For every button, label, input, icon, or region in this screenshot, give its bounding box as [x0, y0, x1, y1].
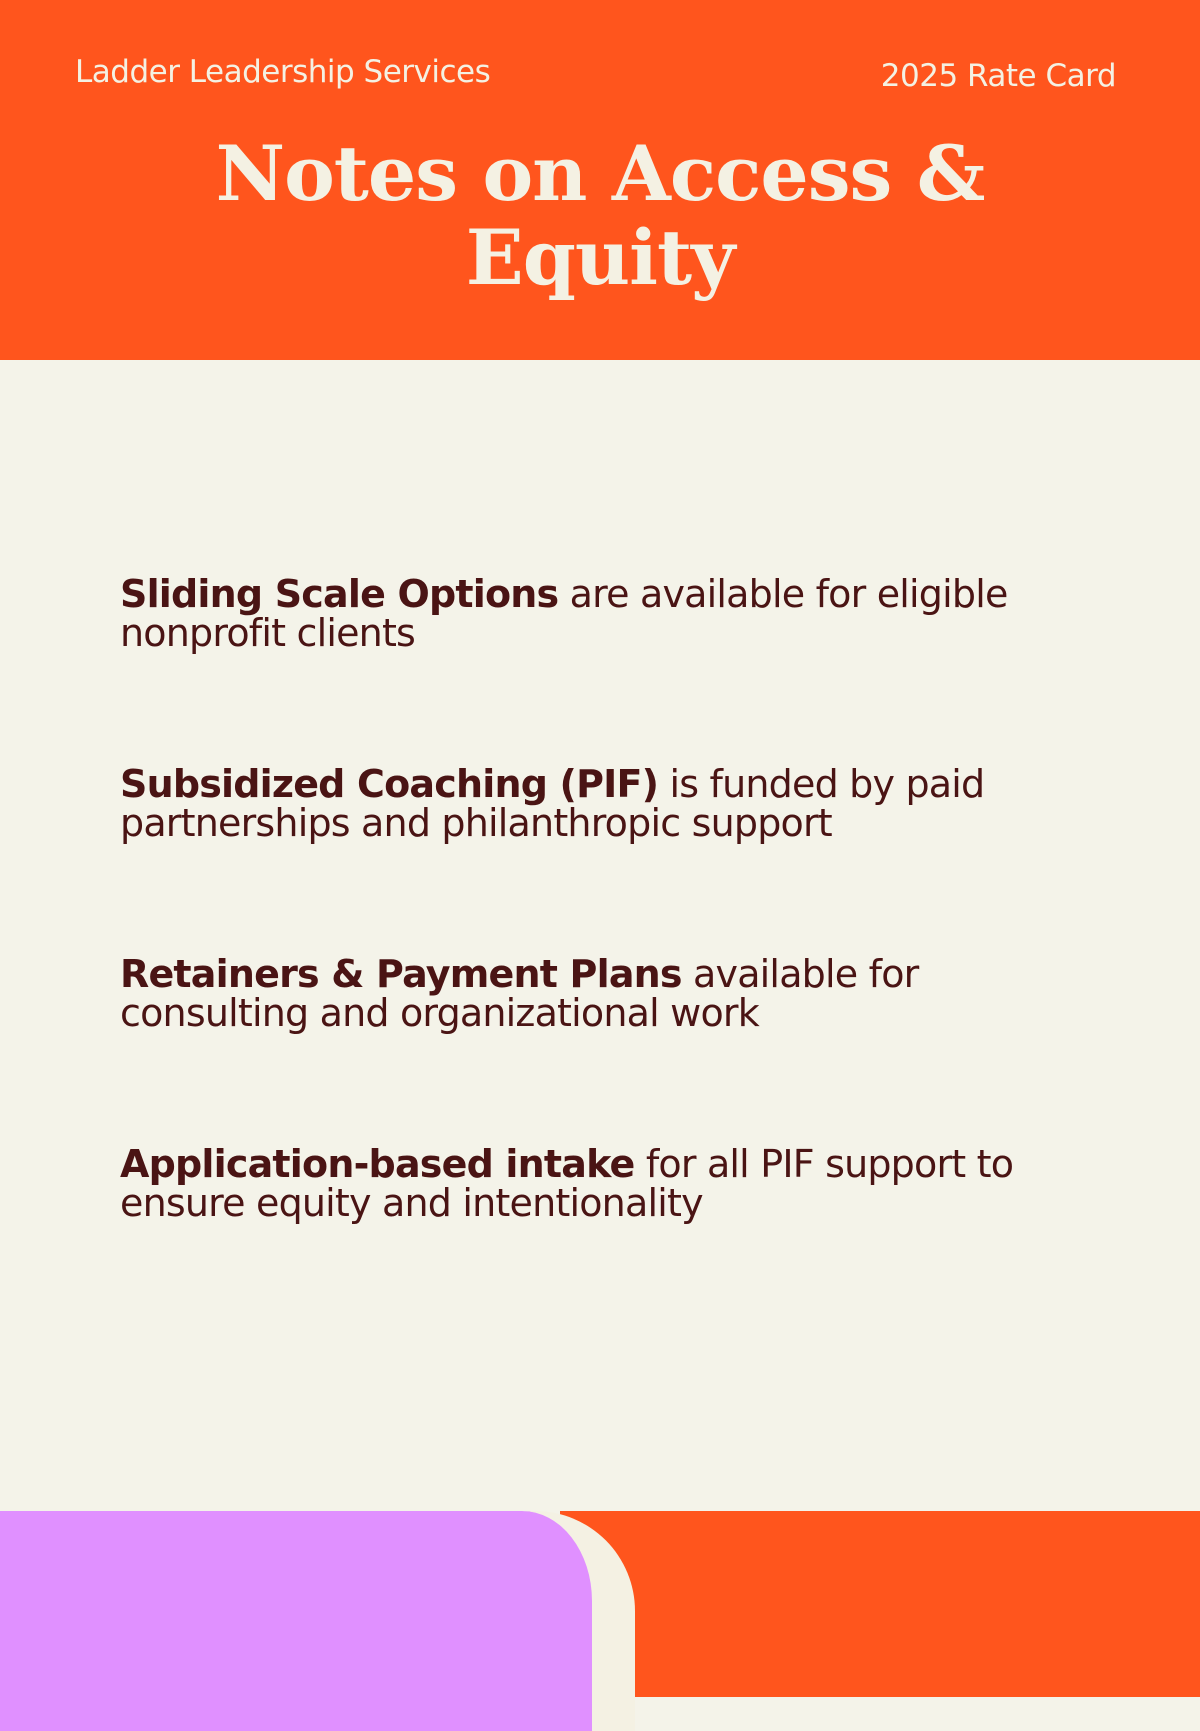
- note-text: for all PIF support to ensure equity and intentionality: [120, 1142, 1014, 1225]
- page-title: Notes on Access & Equity: [215, 129, 985, 302]
- note-item: [120, 762, 1080, 845]
- document-label: 2025 Rate Card: [880, 58, 1116, 94]
- note-item: [120, 1142, 1080, 1225]
- footer-orange-block: [560, 1511, 1200, 1697]
- note-text: are available for eligible nonprofit clients: [120, 572, 1008, 655]
- notes-list: [120, 572, 1080, 1335]
- note-item: [120, 952, 1080, 1035]
- note-lead: Subsidized Coaching (PIF): [120, 762, 659, 806]
- brand-name: Ladder Leadership Services: [75, 54, 491, 90]
- header-banner: [0, 0, 1200, 360]
- note-lead: Application-based intake: [120, 1142, 635, 1186]
- note-lead: Sliding Scale Options: [120, 572, 559, 616]
- note-lead: Retainers & Payment Plans: [120, 952, 682, 996]
- note-text: is funded by paid partnerships and philanthropic support: [120, 762, 985, 845]
- footer-purple-block: [0, 1511, 612, 1731]
- note-text: available for consulting and organizational work: [120, 952, 919, 1035]
- note-item: [120, 572, 1080, 655]
